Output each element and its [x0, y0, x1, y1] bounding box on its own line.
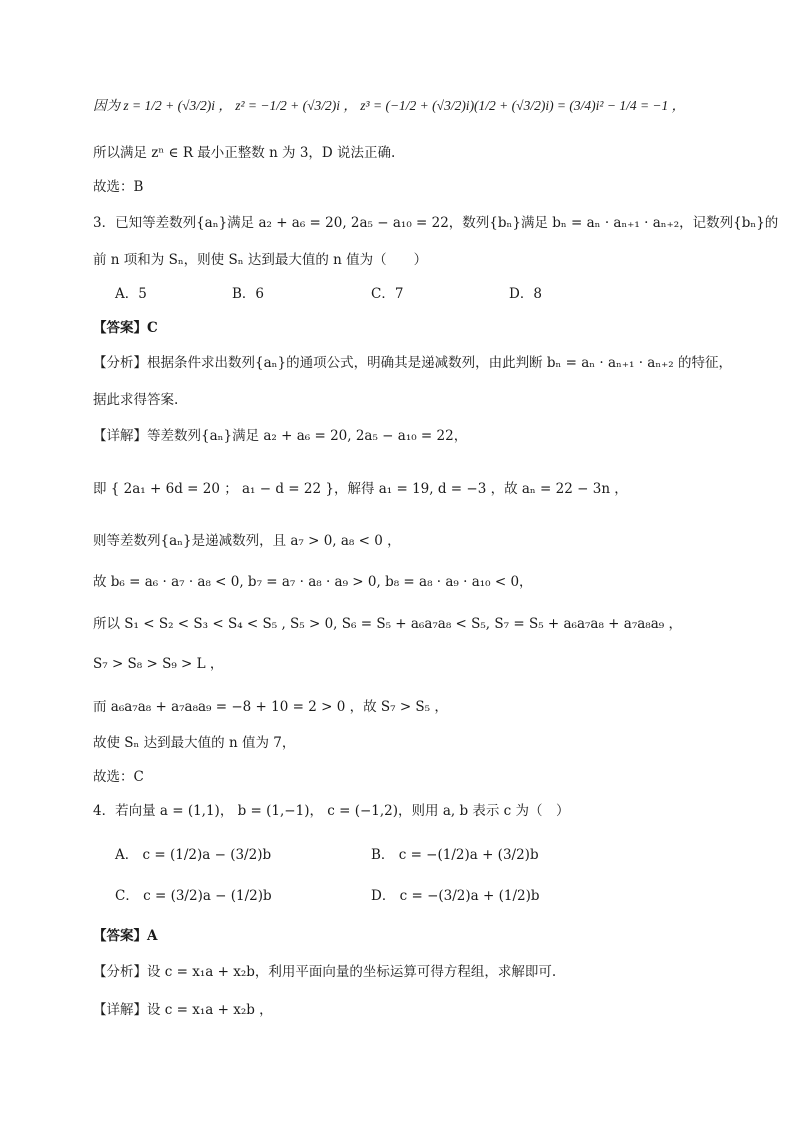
- question-4-stem: 4．若向量 a = (1,1)， b = (1,−1)， c = (−1,2)，则用 a, b 表示 c 为（ ）: [93, 803, 570, 819]
- option-c: C． c = (3/2)a − (1/2)b: [115, 888, 272, 904]
- option-a: A． c = (1/2)a − (3/2)b: [115, 847, 272, 863]
- answer-label: 【答案】C: [93, 320, 158, 336]
- detail-text: 【详解】等差数列{aₙ}满足 a₂ + a₆ = 20, 2a₅ − a₁₀ = 22，: [93, 428, 468, 444]
- detail-text: 故 b₆ = a₆ · a₇ · a₈ < 0, b₇ = a₇ · a₈ · a₉ > 0, b₈ = a₈ · a₉ · a₁₀ < 0，: [93, 574, 533, 590]
- detail-text: 故选：C: [93, 769, 144, 785]
- answer-label: 【答案】A: [93, 928, 158, 944]
- option-b: B． c = −(1/2)a + (3/2)b: [371, 847, 539, 863]
- text-line: 故选：B: [93, 179, 144, 195]
- question-3-stem: 3．已知等差数列{aₙ}满足 a₂ + a₆ = 20, 2a₅ − a₁₀ = 22，数列{bₙ}满足 bₙ = aₙ · aₙ₊₁ · aₙ₊₂，记数列{bₙ}的: [93, 215, 779, 231]
- question-3-stem: 前 n 项和为 Sₙ，则使 Sₙ 达到最大值的 n 值为（ ）: [93, 252, 428, 268]
- analysis-text: 据此求得答案.: [93, 392, 179, 408]
- detail-text: 即 { 2a₁ + 6d = 20 ； a₁ − d = 22 }，解得 a₁ = 19, d = −3 ，故 aₙ = 22 − 3n ，: [93, 481, 628, 497]
- option-d: D．8: [509, 286, 542, 302]
- text-line: 所以满足 zⁿ ∈ R 最小正整数 n 为 3，D 说法正确.: [93, 145, 396, 161]
- detail-text: 故使 Sₙ 达到最大值的 n 值为 7，: [93, 735, 296, 751]
- detail-text: 而 a₆a₇a₈ + a₇a₈a₉ = −8 + 10 = 2 > 0 ，故 S₇ > S₅ ，: [93, 699, 448, 715]
- text-line: 因为 z = 1/2 + (√3/2)i ， z² = −1/2 + (√3/2)i ， z³ = (−1/2 + (√3/2)i)(1/2 + (√3/2)i) = (3/4)i² − 1/4 = −1 ，: [93, 98, 686, 113]
- option-b: B．6: [232, 286, 265, 302]
- analysis-text: 【分析】设 c = x₁a + x₂b，利用平面向量的坐标运算可得方程组，求解即可.: [93, 964, 557, 980]
- option-a: A．5: [115, 286, 147, 302]
- analysis-text: 【分析】根据条件求出数列{aₙ}的通项公式，明确其是递减数列，由此判断 bₙ = aₙ · aₙ₊₁ · aₙ₊₂ 的特征，: [93, 355, 733, 371]
- detail-text: 则等差数列{aₙ}是递减数列，且 a₇ > 0, a₈ < 0 ，: [93, 533, 401, 549]
- detail-text: 【详解】设 c = x₁a + x₂b ，: [93, 1002, 273, 1018]
- option-d: D． c = −(3/2)a + (1/2)b: [371, 888, 540, 904]
- option-c: C．7: [371, 286, 404, 302]
- detail-text: S₇ > S₈ > S₉ > L ，: [93, 656, 224, 672]
- detail-text: 所以 S₁ < S₂ < S₃ < S₄ < S₅ , S₅ > 0, S₆ = S₅ + a₆a₇a₈ < S₅, S₇ = S₅ + a₆a₇a₈ + a₇a₈a₉ ，: [93, 616, 682, 632]
